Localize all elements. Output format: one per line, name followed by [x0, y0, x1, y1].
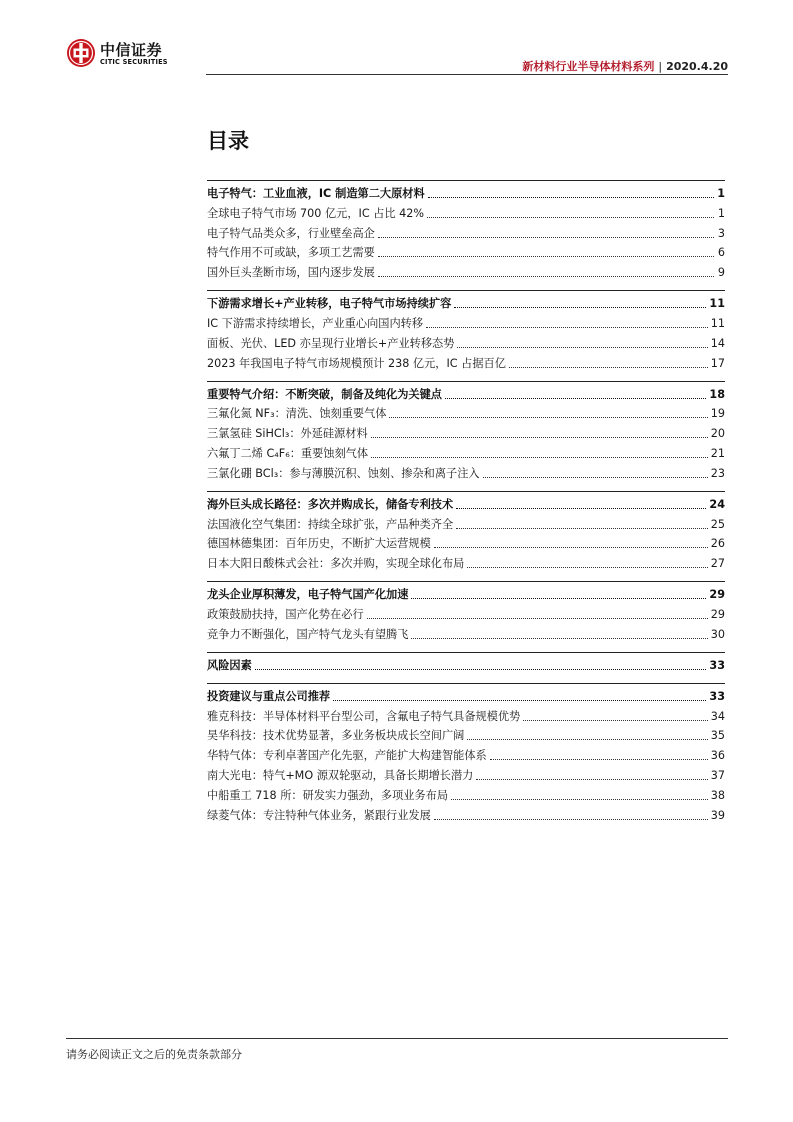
- toc-section: [207, 683, 725, 823]
- toc-entry-label: 南大光电：特气+MO 源双轮驱动，具备长期增长潜力: [207, 768, 474, 782]
- toc-entry[interactable]: [207, 803, 725, 823]
- footer-disclaimer: 请务必阅读正文之后的免责条款部分: [66, 1048, 242, 1061]
- toc-section-heading[interactable]: [207, 683, 725, 704]
- toc-entry-page-number: 14: [710, 336, 725, 350]
- report-date: 2020.4.20: [666, 60, 728, 73]
- header-separator: |: [658, 60, 663, 73]
- toc-entry-label: 2023 年我国电子特气市场规模预计 238 亿元，IC 占据百亿: [207, 356, 506, 370]
- toc-section-heading-label: 投资建议与重点公司推荐: [207, 689, 331, 703]
- toc-section-heading-page-number: 33: [709, 689, 725, 703]
- table-of-contents: [207, 180, 725, 833]
- dot-leader: [389, 417, 707, 418]
- dot-leader: [456, 508, 706, 509]
- toc-entry-page-number: 35: [710, 729, 725, 743]
- toc-entry[interactable]: [207, 724, 725, 744]
- toc-entry[interactable]: [207, 783, 725, 803]
- toc-entry-page-number: 38: [710, 788, 725, 802]
- dot-leader: [367, 618, 708, 619]
- report-series-header: [522, 58, 728, 74]
- logo-cn-text: 中信证券: [100, 41, 163, 59]
- toc-section-heading-label: 电子特气：工业血液，IC 制造第二大原材料: [207, 187, 425, 200]
- toc-entry[interactable]: [207, 402, 725, 422]
- dot-leader: [378, 256, 714, 257]
- toc-section-heading-page-number: 24: [709, 497, 725, 511]
- toc-section-heading-label: 下游需求增长+产业转移，电子特气市场持续扩容: [207, 297, 452, 311]
- toc-entry-page-number: 29: [710, 607, 725, 621]
- page-header: [66, 38, 728, 74]
- toc-entry[interactable]: [207, 351, 725, 371]
- toc-entry[interactable]: [207, 331, 725, 351]
- toc-entry-page-number: 21: [710, 446, 725, 460]
- toc-entry[interactable]: [207, 461, 725, 481]
- footer-divider: [66, 1038, 728, 1039]
- dot-leader: [255, 669, 707, 670]
- toc-entry-label: 竞争力不断强化，国产特气龙头有望腾飞: [207, 627, 409, 641]
- dot-leader: [378, 276, 714, 277]
- toc-section: [207, 581, 725, 642]
- toc-section-heading[interactable]: [207, 290, 725, 311]
- dot-leader: [426, 327, 708, 328]
- dot-leader: [451, 799, 708, 800]
- toc-entry-page-number: 27: [710, 557, 725, 571]
- dot-leader: [428, 197, 714, 198]
- toc-entry[interactable]: [207, 602, 725, 622]
- toc-section-heading-page-number: 29: [709, 588, 725, 602]
- toc-section: [207, 290, 725, 370]
- toc-entry[interactable]: [207, 532, 725, 552]
- toc-entry-label: 日本大阳日酸株式会社：多次并购，实现全球化布局: [207, 557, 465, 571]
- toc-entry[interactable]: [207, 311, 725, 331]
- toc-entry-label: 华特气体：专利卓著国产化先驱，产能扩大构建智能体系: [207, 749, 487, 763]
- toc-entry-label: IC 下游需求持续增长，产业重心向国内转移: [207, 316, 424, 330]
- toc-entry[interactable]: [207, 201, 725, 221]
- toc-section: [207, 652, 725, 673]
- toc-entry-page-number: 1: [717, 206, 725, 220]
- toc-entry[interactable]: [207, 622, 725, 642]
- toc-entry-page-number: 34: [710, 709, 725, 723]
- citic-logo: [66, 38, 176, 72]
- toc-entry-label: 三氯化硼 BCl₃：参与薄膜沉积、蚀刻、掺杂和离子注入: [207, 466, 480, 480]
- report-series-title: 新材料行业半导体材料系列: [522, 60, 655, 73]
- dot-leader: [509, 367, 708, 368]
- toc-entry[interactable]: [207, 704, 725, 724]
- toc-section-heading-page-number: 11: [709, 297, 725, 311]
- toc-entry-label: 绿菱气体：专注特种气体业务，紧跟行业发展: [207, 808, 431, 822]
- dot-leader: [467, 739, 707, 740]
- toc-entry-label: 中船重工 718 所：研发实力强劲，多项业务布局: [207, 788, 449, 802]
- toc-entry-label: 德国林德集团：百年历史，不断扩大运营规模: [207, 537, 431, 551]
- toc-section-heading-page-number: 1: [717, 187, 725, 200]
- toc-entry[interactable]: [207, 512, 725, 532]
- toc-entry-label: 全球电子特气市场 700 亿元，IC 占比 42%: [207, 206, 424, 220]
- toc-entry[interactable]: [207, 421, 725, 441]
- toc-entry[interactable]: [207, 260, 725, 280]
- toc-entry[interactable]: [207, 241, 725, 261]
- logo-en-text: CITIC SECURITIES: [100, 58, 168, 66]
- toc-entry-label: 面板、光伏、LED 亦呈现行业增长+产业转移态势: [207, 336, 455, 350]
- toc-section-heading[interactable]: [207, 652, 725, 673]
- toc-section: [207, 491, 725, 571]
- toc-section: [207, 180, 725, 280]
- toc-entry[interactable]: [207, 441, 725, 461]
- dot-leader: [476, 779, 707, 780]
- toc-entry-label: 三氯氢硅 SiHCl₃：外延硅源材料: [207, 427, 368, 441]
- dot-leader: [333, 700, 706, 701]
- dot-leader: [483, 477, 708, 478]
- citic-logo-icon: [66, 38, 96, 68]
- toc-entry-page-number: 23: [710, 466, 725, 480]
- dot-leader: [490, 759, 708, 760]
- toc-entry-label: 政策鼓励扶持，国产化势在必行: [207, 607, 364, 621]
- toc-entry-label: 昊华科技：技术优势显著，多业务板块成长空间广阔: [207, 729, 465, 743]
- dot-leader: [378, 237, 714, 238]
- dot-leader: [371, 437, 708, 438]
- dot-leader: [457, 347, 707, 348]
- toc-entry-page-number: 11: [710, 316, 725, 330]
- dot-leader: [371, 457, 708, 458]
- toc-entry-page-number: 37: [710, 768, 725, 782]
- dot-leader: [434, 819, 708, 820]
- toc-section-heading[interactable]: [207, 180, 725, 201]
- toc-entry-label: 法国液化空气集团：持续全球扩张，产品种类齐全: [207, 517, 454, 531]
- dot-leader: [454, 307, 706, 308]
- dot-leader: [427, 217, 714, 218]
- toc-entry-label: 电子特气品类众多，行业壁垒高企: [207, 226, 375, 240]
- toc-section-heading-label: 海外巨头成长路径：多次并购成长，储备专利技术: [207, 497, 454, 511]
- dot-leader: [434, 547, 708, 548]
- toc-entry[interactable]: [207, 551, 725, 571]
- toc-entry-page-number: 39: [710, 808, 725, 822]
- dot-leader: [411, 598, 706, 599]
- toc-entry[interactable]: [207, 763, 725, 783]
- toc-entry-page-number: 30: [710, 627, 725, 641]
- dot-leader: [411, 638, 707, 639]
- toc-entry-label: 三氟化氮 NF₃：清洗、蚀刻重要气体: [207, 407, 387, 421]
- toc-section-heading-page-number: 33: [709, 658, 725, 672]
- toc-section-heading-label: 龙头企业厚积薄发，电子特气国产化加速: [207, 588, 409, 602]
- toc-entry-page-number: 9: [717, 266, 725, 280]
- toc-entry[interactable]: [207, 221, 725, 241]
- toc-entry-page-number: 3: [717, 226, 725, 240]
- toc-entry[interactable]: [207, 743, 725, 763]
- toc-section-heading-page-number: 18: [709, 387, 725, 401]
- dot-leader: [456, 528, 708, 529]
- toc-section-heading-label: 风险因素: [207, 658, 252, 672]
- toc-entry-label: 国外巨头垄断市场，国内逐步发展: [207, 266, 375, 280]
- dot-leader: [445, 398, 706, 399]
- toc-entry-page-number: 36: [710, 749, 725, 763]
- toc-entry-page-number: 25: [710, 517, 725, 531]
- toc-entry-page-number: 20: [710, 427, 725, 441]
- toc-entry-label: 特气作用不可或缺，多项工艺需要: [207, 246, 375, 260]
- toc-section: [207, 381, 725, 481]
- toc-entry-page-number: 6: [717, 246, 725, 260]
- toc-section-heading[interactable]: [207, 381, 725, 402]
- toc-section-heading[interactable]: [207, 491, 725, 512]
- dot-leader: [467, 567, 707, 568]
- toc-entry-page-number: 26: [710, 537, 725, 551]
- toc-entry-page-number: 17: [710, 356, 725, 370]
- toc-section-heading[interactable]: [207, 581, 725, 602]
- dot-leader: [523, 720, 707, 721]
- toc-entry-label: 六氟丁二烯 C₄F₆：重要蚀刻气体: [207, 446, 369, 460]
- header-divider: [206, 74, 728, 75]
- toc-entry-label: 雅克科技：半导体材料平台型公司，含氟电子特气具备规模优势: [207, 709, 521, 723]
- toc-title: 目录: [207, 129, 249, 153]
- toc-entry-page-number: 19: [710, 407, 725, 421]
- toc-section-heading-label: 重要特气介绍：不断突破，制备及纯化为关键点: [207, 387, 442, 401]
